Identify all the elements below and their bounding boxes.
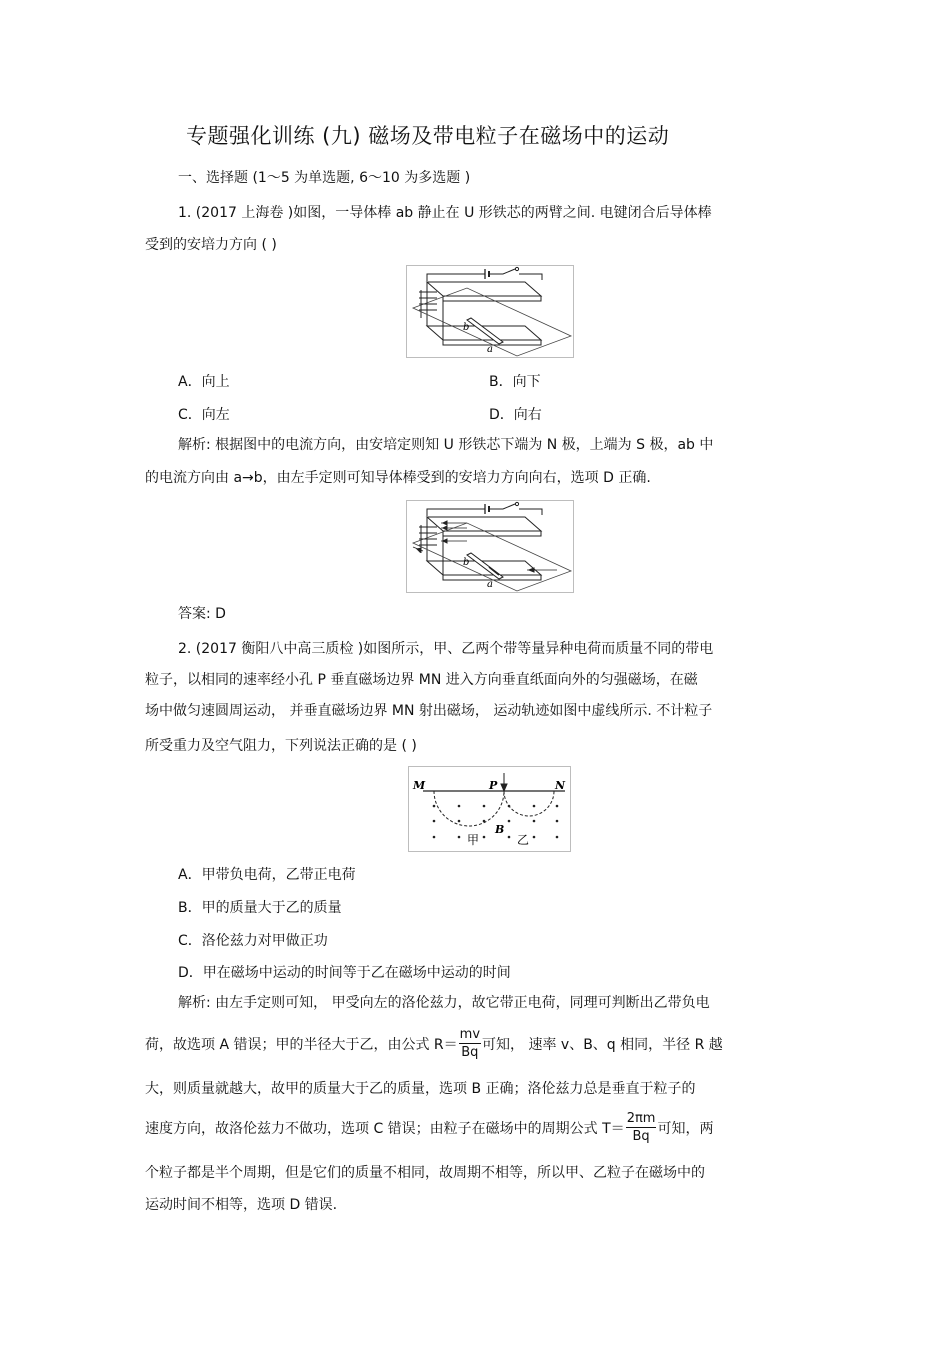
q1-stem-line2: 受到的安培力方向 ( ) [145,237,277,253]
period-formula-denominator: Bq [632,1129,650,1144]
q1-option-d: D．向右 [489,407,542,423]
q2-fig-label-b: B [495,823,505,836]
q2-analysis-line2-b: 可知， 速率 v、B、q 相同，半径 R 越 [482,1036,723,1053]
q1-stem-line1: 1. (2017 上海卷 )如图，一导体棒 ab 静止在 U 形铁芯的两臂之间. 电键闭合后导体棒 [178,205,712,221]
q1-option-c: C．向左 [178,407,230,423]
q2-fig-label-yi: 乙 [517,833,530,847]
period-formula-fraction [626,1112,657,1143]
q2-option-a: A．甲带负电荷，乙带正电荷 [178,867,356,883]
q2-stem-line4: 所受重力及空气阻力，下列说法正确的是 ( ) [145,738,417,754]
radius-formula-denominator: Bq [461,1045,479,1060]
q1-answer: 答案: D [178,606,226,622]
q2-option-d: D．甲在磁场中运动的时间等于乙在磁场中运动的时间 [178,965,511,981]
q1-answer-figure [406,500,574,593]
u-core-diagram-annotated [407,501,573,592]
q2-stem-line3: 场中做匀速圆周运动， 并垂直磁场边界 MN 射出磁场， 运动轨迹如图中虚线所示. 不计粒子 [145,703,713,719]
q2-fig-label-n: N [555,779,566,792]
q2-analysis-line2-a: 荷，故选项 A 错误；甲的半径大于乙，由公式 R＝ [145,1036,458,1053]
q2-stem-line1: 2. (2017 衡阳八中高三质检 )如图所示，甲、乙两个带等量异种电荷而质量不同的带电 [178,641,714,657]
q1-analysis-line2: 的电流方向由 a→b，由左手定则可知导体棒受到的安培力方向向右，选项 D 正确. [145,470,651,486]
q1-fig-label-a: a [487,344,493,355]
q2-option-c: C．洛伦兹力对甲做正功 [178,933,328,949]
q1-fig-label-b: b [463,322,470,333]
period-formula-numerator: 2πm [626,1111,656,1126]
radius-formula-fraction [459,1028,481,1059]
q2-fig-label-jia: 甲 [467,833,480,847]
q1-option-b: B．向下 [489,374,541,390]
q1-analysis-line1: 解析: 根据图中的电流方向，由安培定则知 U 形铁芯下端为 N 极，上端为 S 极，ab 中 [178,437,714,453]
page-title: 专题强化训练 (九) 磁场及带电粒子在磁场中的运动 [186,124,670,148]
q2-option-b: B．甲的质量大于乙的质量 [178,900,342,916]
u-core-diagram [407,266,573,357]
magnetic-field-diagram [409,767,570,851]
q2-analysis-line6: 运动时间不相等，选项 D 错误. [145,1197,338,1213]
q2-analysis-line1: 解析: 由左手定则可知， 甲受向左的洛伦兹力，故它带正电荷，同理可判断出乙带负电 [178,995,710,1011]
radius-formula-numerator: mv [459,1027,481,1042]
q2-analysis-line4 [145,1112,713,1143]
section-heading: 一、选择题 (1～5 为单选题, 6～10 为多选题 ) [178,170,471,186]
q1-figure [406,265,574,358]
q2-analysis-line4-b: 可知，两 [657,1120,714,1137]
q2-analysis-line4-a: 速度方向，故洛伦兹力不做功，选项 C 错误；由粒子在磁场中的周期公式 T＝ [145,1120,625,1137]
q1-answer-fig-label-a: a [487,579,493,590]
q2-stem-line2: 粒子，以相同的速率经小孔 P 垂直磁场边界 MN 进入方向垂直纸面向外的匀强磁场，在磁 [145,672,698,688]
q1-answer-fig-label-b: b [463,557,470,568]
q2-analysis-line2 [145,1028,723,1059]
q2-analysis-line5: 个粒子都是半个周期，但是它们的质量不相同，故周期不相等，所以甲、乙粒子在磁场中的 [145,1165,705,1181]
q2-figure [408,766,571,852]
q2-analysis-line3: 大，则质量就越大，故甲的质量大于乙的质量，选项 B 正确；洛伦兹力总是垂直于粒子的 [145,1081,696,1097]
q2-fig-label-m: M [413,779,426,792]
q2-fig-label-p: P [489,779,498,792]
q1-option-a: A．向上 [178,374,230,390]
